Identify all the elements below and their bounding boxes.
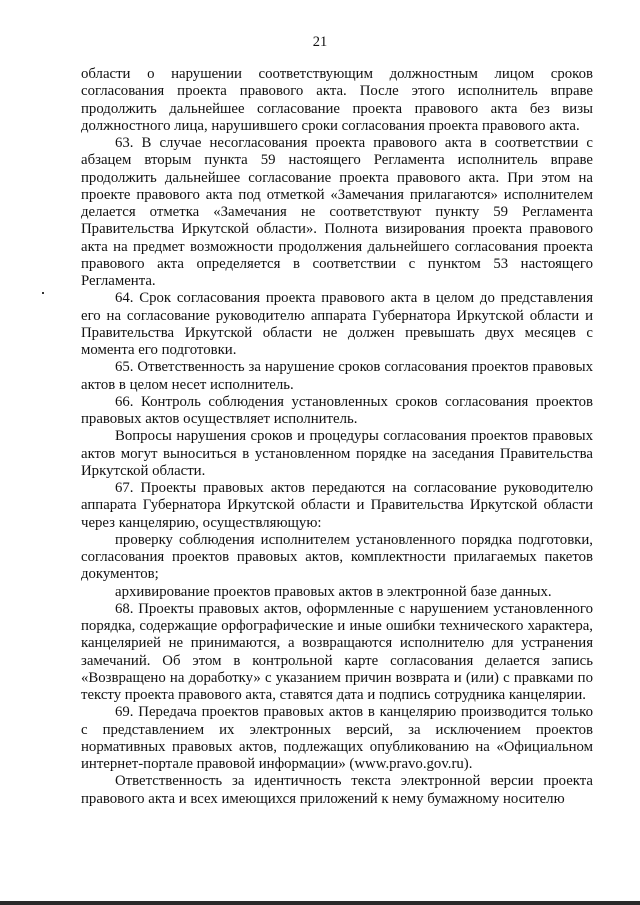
- paragraph-69-responsibility: Ответственность за идентичность текста электронной версии проекта правового акта и всех имеющихся приложений к нему бумажному носителю: [81, 773, 593, 807]
- paragraph-67-archive: архивирование проектов правовых актов в электронной базе данных.: [115, 583, 552, 600]
- paragraph-68: 68. Проекты правовых актов, оформленные с нарушением установленного порядка, содержащие орфографические и иные ошибки технического характера, канцелярией не принимаются, а возвращаются исполнителю для устранения замечаний. Об этом в контрольной карте согласования делается запись «Возвращено на доработку» с указанием причин возврата и (или) с правками по тексту проекта правового акта, ставятся дата и подпись сотрудника канцелярии.: [81, 600, 593, 703]
- paragraph-66-issues: Вопросы нарушения сроков и процедуры согласования проектов правовых актов могут выноситься в установленном порядке на заседания Правительства Иркутской области.: [81, 428, 593, 479]
- paragraph-63: 63. В случае несогласования проекта правового акта в соответствии с абзацем вторым пункта 59 настоящего Регламента исполнитель вправе продолжить дальнейшее согласование проекта правового акта. При этом на проекте правового акта под отметкой «Замечания прилагаются» исполнителем делается отметка «Замечания не соответствуют пункту 59 Регламента Правительства Иркутской области». Полнота визирования проекта правового акта на предмет возможности продолжения дальнейшего согласования проекта правового акта определяется в соответствии с пунктом 53 настоящего Регламента.: [81, 135, 593, 289]
- paragraph-69: 69. Передача проектов правовых актов в канцелярию производится только с представлением их электронных версий, за исключением проектов нормативных правовых актов, подлежащих опубликованию на «Официальном интернет-портале правовой информации» (www.pravo.gov.ru).: [81, 704, 593, 772]
- document-body: [81, 66, 593, 808]
- paragraph-64: 64. Срок согласования проекта правового акта в целом до представления его на согласование руководителю аппарата Губернатора Иркутской области и Правительства Иркутской области не должен превышать двух месяцев с момента его подготовки.: [81, 290, 593, 358]
- margin-dot: [42, 292, 44, 294]
- scan-edge: [0, 901, 640, 905]
- paragraph-66: 66. Контроль соблюдения установленных сроков согласования проектов правовых актов осуществляет исполнитель.: [81, 393, 593, 427]
- paragraph-65: 65. Ответственность за нарушение сроков согласования проектов правовых актов в целом несет исполнитель.: [81, 359, 593, 393]
- paragraph-67-check: проверку соблюдения исполнителем установленного порядка подготовки, согласования проектов правовых актов, комплектности прилагаемых пакетов документов;: [81, 531, 593, 583]
- paragraph-continuation: области о нарушении соответствующим должностным лицом сроков согласования проекта правового акта. После этого исполнитель вправе продолжить дальнейшее согласование проекта правового акта без визы должностного лица, нарушившего сроки согласования проекта правового акта.: [81, 66, 593, 134]
- page-number: 21: [312, 34, 328, 50]
- paragraph-67: 67. Проекты правовых актов передаются на согласование руководителю аппарата Губернатора Иркутской области и Правительства Иркутской области через канцелярию, осуществляющую:: [81, 480, 593, 531]
